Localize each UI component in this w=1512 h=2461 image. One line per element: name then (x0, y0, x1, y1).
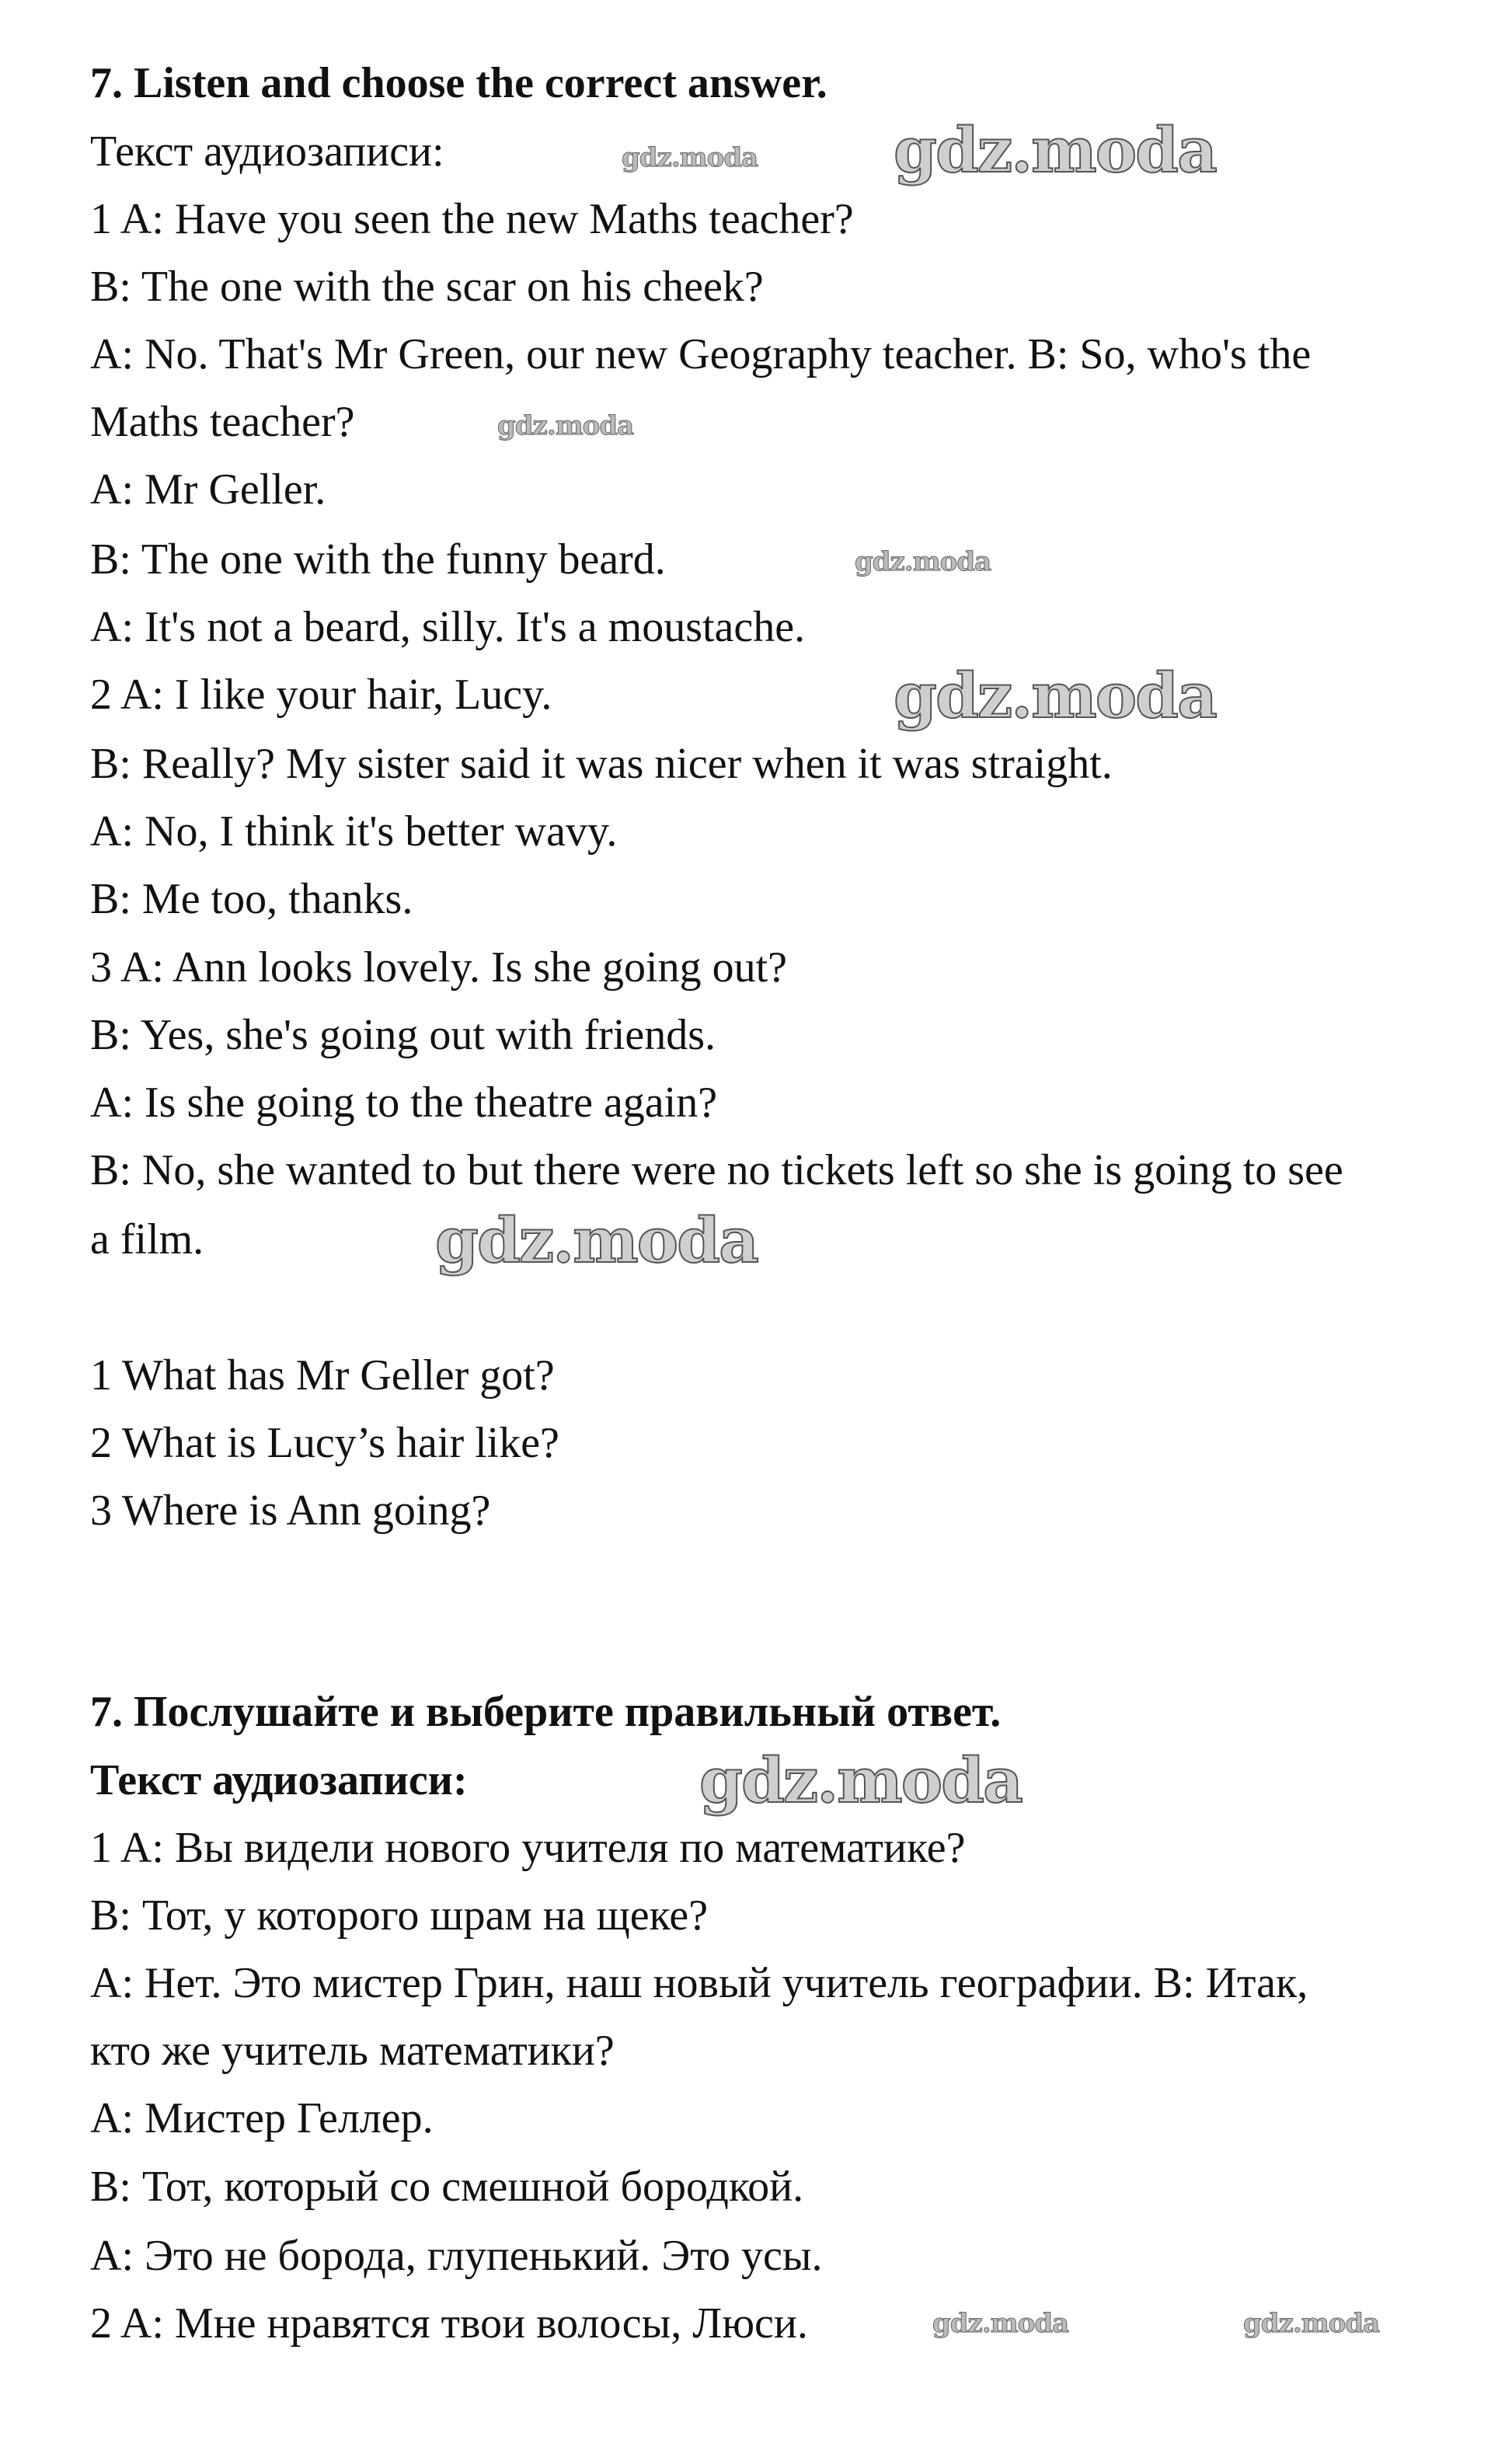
dialogue-line: a film. (90, 1215, 204, 1264)
dialogue-line: 1 A: Have you seen the new Maths teacher? (90, 194, 854, 243)
dialogue-line: B: No, she wanted to but there were no tickets left so she is going to see (90, 1146, 1343, 1195)
dialogue-line-ru: A: Мистер Геллер. (90, 2094, 434, 2143)
dialogue-line-ru: 2 A: Мне нравятся твои волосы, Люси. (90, 2299, 808, 2348)
watermark-logo: gdz.moda (932, 2308, 1069, 2339)
exercise-title-ru: 7. Послушайте и выберите правильный ответ. (90, 1688, 1002, 1737)
dialogue-line-ru: B: Тот, у которого шрам на щеке? (90, 1891, 709, 1940)
transcript-label: Текст аудиозаписи: (90, 127, 444, 176)
dialogue-line: A: Mr Geller. (90, 465, 326, 514)
dialogue-line: B: Me too, thanks. (90, 875, 413, 924)
watermark-logo: gdz.moda (435, 1204, 758, 1277)
dialogue-line: A: No, I think it's better wavy. (90, 807, 618, 856)
dialogue-line: Maths teacher? (90, 398, 355, 447)
watermark-logo: gdz.moda (699, 1744, 1022, 1817)
dialogue-line-ru: кто же учитель математики? (90, 2027, 615, 2076)
transcript-label-ru: Текст аудиозаписи: (90, 1755, 468, 1804)
dialogue-line-ru: B: Тот, который со смешной бородкой. (90, 2162, 804, 2211)
question-line: 2 What is Lucy’s hair like? (90, 1418, 559, 1467)
watermark-logo: gdz.moda (855, 546, 991, 577)
dialogue-line: B: Yes, she's going out with friends. (90, 1010, 716, 1059)
dialogue-line: B: The one with the scar on his cheek? (90, 262, 764, 311)
dialogue-line-ru: A: Это не борода, глупенький. Это усы. (90, 2231, 823, 2280)
watermark-logo: gdz.moda (497, 410, 634, 441)
dialogue-line: A: It's not a beard, silly. It's a moustache. (90, 602, 806, 651)
dialogue-line: 2 A: I like your hair, Lucy. (90, 670, 552, 719)
watermark-logo: gdz.moda (622, 142, 758, 173)
dialogue-line-ru: A: Нет. Это мистер Грин, наш новый учитель географии. B: Итак, (90, 1959, 1308, 2008)
question-line: 3 Where is Ann going? (90, 1486, 491, 1535)
dialogue-line: A: No. That's Mr Green, our new Geography teacher. B: So, who's the (90, 330, 1312, 379)
dialogue-line: B: The one with the funny beard. (90, 535, 666, 584)
watermark-logo: gdz.moda (894, 659, 1216, 732)
dialogue-line: B: Really? My sister said it was nicer when it was straight. (90, 740, 1113, 789)
dialogue-line: 3 A: Ann looks lovely. Is she going out? (90, 943, 788, 992)
dialogue-line-ru: 1 A: Вы видели нового учителя по математике? (90, 1823, 966, 1872)
exercise-title: 7. Listen and choose the correct answer. (90, 59, 827, 108)
question-line: 1 What has Mr Geller got? (90, 1351, 555, 1400)
dialogue-line: A: Is she going to the theatre again? (90, 1078, 718, 1127)
watermark-logo: gdz.moda (1243, 2308, 1380, 2339)
watermark-logo: gdz.moda (894, 113, 1216, 186)
